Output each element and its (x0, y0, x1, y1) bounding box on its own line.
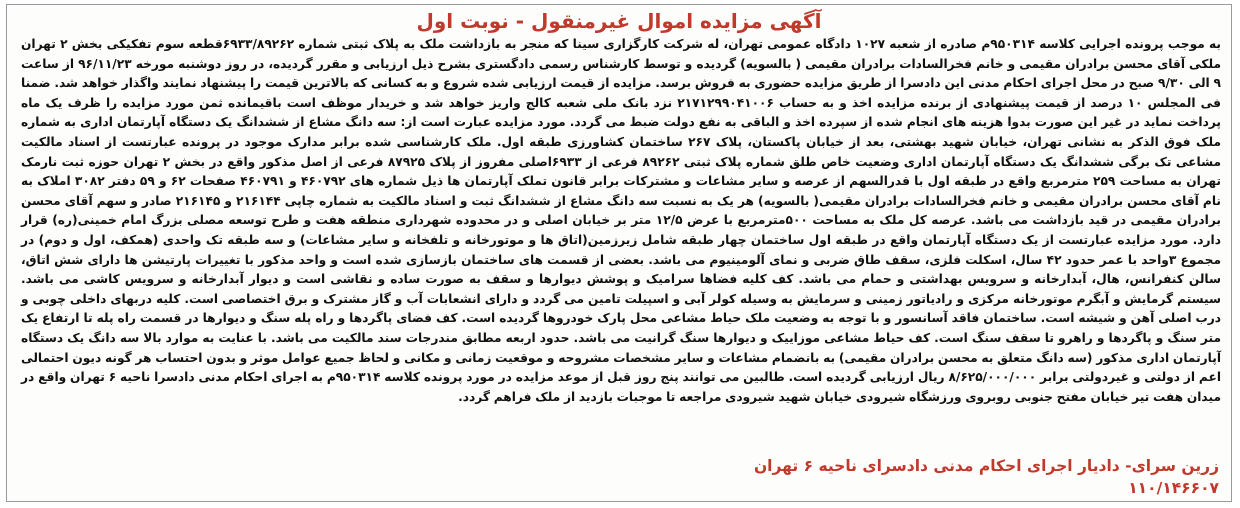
auction-notice (6, 4, 1232, 502)
notice-body: به موجب پرونده اجرایی کلاسه ۹۵۰۳۱۴م صادره از شعبه ۱۰۲۷ دادگاه عمومی تهران، له شرکت کارگزاری سینا که منجر به بازداشت ملک به پلاک ثبتی شماره ۶۹۳۳/۸۹۲۶۲قطعه سوم تفکیکی بخش ۲ تهران ملکی آقای محسن برادران مقیمی و خانم فخرالسادات برادران مقیمی ( بالسویه) گردیده و توسط کارشناس رسمی دادگستری بشرح ذیل ارزیابی و مقرر گردیده، در روز دوشنبه مورخه ۹۶/۱۱/۲۳ از ساعت ۹ الی ۹/۳۰ صبح در محل اجرای احکام مدنی این دادسرا از طریق مزایده حضوری به فروش برسد. مزایده از قیمت ارزیابی شده شروع و به کسانی که بالاترین قیمت را پیشنهاد نمایند واگذار خواهد شد. ضمنا فی المجلس ۱۰ درصد از قیمت پیشنهادی از برنده مزایده اخذ و به حساب ۲۱۷۱۲۹۹۰۴۱۰۰۶ نزد بانک ملی شعبه کالج واریز خواهد شد و خریدار موظف است باقیمانده ثمن مورد مزایده را ظرف یک ماه پرداخت نماید در غیر این صورت بدوا هزینه های انجام شده از سپرده اخذ و الباقی به نفع دولت ضبط می گردد. مورد مزایده عبارت است از: سه دانگ مشاع از ششدانگ یک دستگاه آپارتمان اداری به شماره ملک فوق الذکر به نشانی تهران، خیابان شهید بهشتی، بعد از خیابان پاکستان، پلاک ۲۶۷ ساختمان کشاورزی طبقه اول. ملک کارشناسی شده برابر مدارک موجود در پرونده عبارتست از اسناد مالکیت مشاعی تک برگی ششدانگ یک دستگاه آپارتمان اداری وضعیت خاص طلق شماره پلاک ثبتی ۸۹۲۶۲ فرعی از ۶۹۳۳اصلی مفروز از پلاک ۸۷۹۲۵ فرعی از اصل مذکور واقع در بخش ۲ تهران حوزه ثبت نارمک تهران به مساحت ۲۵۹ مترمربع واقع در طبقه اول با قدرالسهم از عرصه و سایر مشاعات و مشترکات برابر قانون تملک آپارتمان ها ذیل شماره های ۴۶۰۷۹۲ و ۴۶۰۷۹۱ صفحات ۶۲ و ۵۹ دفتر ۳۰۸۲ املاک به نام آقای محسن برادران مقیمی و خانم فخرالسادات برادران مقیمی( بالسویه) هر یک به نسبت سه دانگ مشاع از ششدانگ ثبت و اسناد مالکیت به شماره چاپی ۲۱۶۱۴۴ و ۲۱۶۱۴۵ صادر و سهم آقای محسن برادران مقیمی در قید بازداشت می باشد. عرصه کل ملک به مساحت ۵۰۰مترمربع با عرض ۱۲/۵ متر بر خیابان اصلی و در محدوده شهرداری منطقه هفت و طرح توسعه مصلی بزرگ امام خمینی(ره) قرار دارد. مورد مزایده عبارتست از یک دستگاه آپارتمان واقع در طبقه اول ساختمان چهار طبقه شامل زیرزمین(اتاق ها و موتورخانه و تلفخانه و سایر مشاعات) و سه طبقه تک واحدی (همکف، اول و دوم) در مجموع ۳واحد با عمر حدود ۴۲ سال، اسکلت فلزی، سقف طاق ضربی و نمای آلومینیوم می باشد. بعضی از قسمت های ساختمان بازسازی شده است و واحد مذکور با تغییرات پارتیشن ها دارای شش اتاق، سالن کنفرانس، هال، آبدارخانه و سرویس بهداشتی و حمام می باشد. کف کلیه فضاها سرامیک و پوشش دیوارها و سقف به صورت ساده و نقاشی است و دیوار آبدارخانه و سرویس کاشی می باشد. سیستم گرمایش و آبگرم موتورخانه مرکزی و رادیاتور زمینی و سرمایش به وسیله کولر آبی و اسپیلت تامین می گردد و دارای انشعابات آب و گاز مشترک و برق اختصاصی است. کلیه دربهای داخلی چوبی و درب اصلی آهن و شیشه است. ساختمان فاقد آسانسور و با توجه به وضعیت ملک حیاط مشاعی محل پارک خودروها گردیده است. کف فضای پاگردها و راه پله سنگ و دیوارها در قسمت راه پله تا ارتفاع یک متر سنگ و پاگردها و راهرو تا سقف سنگ است. کف حیاط مشاعی موزاییک و دیوارها سنگ گرانیت می باشد. حدود اربعه مطابق مندرجات سند مالکیت می باشد. با عنایت به موارد بالا سه دانگ یک دستگاه آپارتمان اداری مذکور (سه دانگ متعلق به محسن برادران مقیمی) به بانضمام مشاعات و سایر مشخصات مشروحه و موقعیت زمانی و مکانی و لحاظ جمیع عوامل موثر و بدون احتساب هر گونه دیون احتمالی اعم از دولتی و غیردولتی برابر ۸/۶۲۵/۰۰۰/۰۰۰ ریال ارزیابی گردیده است. طالبین می توانند پنج روز قبل از موعد مزایده در مورد پرونده کلاسه ۹۵۰۳۱۴م به اجرای احکام مدنی دادسرا ناحیه ۶ تهران واقع در میدان هفت تیر خیابان مفتح جنوبی روبروی ورزشگاه شیرودی خیابان شهید شیرودی مراجعه تا موجبات بازدید از ملک فراهم گردد. (21, 37, 1222, 404)
notice-reference-code: ۱۱۰/۱۴۶۶۰۷ (1128, 479, 1219, 497)
notice-issuing-office: زرین سرای- دادیار اجرای احکام مدنی دادسرای ناحیه ۶ تهران (753, 457, 1219, 475)
notice-title: آگهی مزایده اموال غیرمنقول - نوبت اول (416, 9, 822, 33)
